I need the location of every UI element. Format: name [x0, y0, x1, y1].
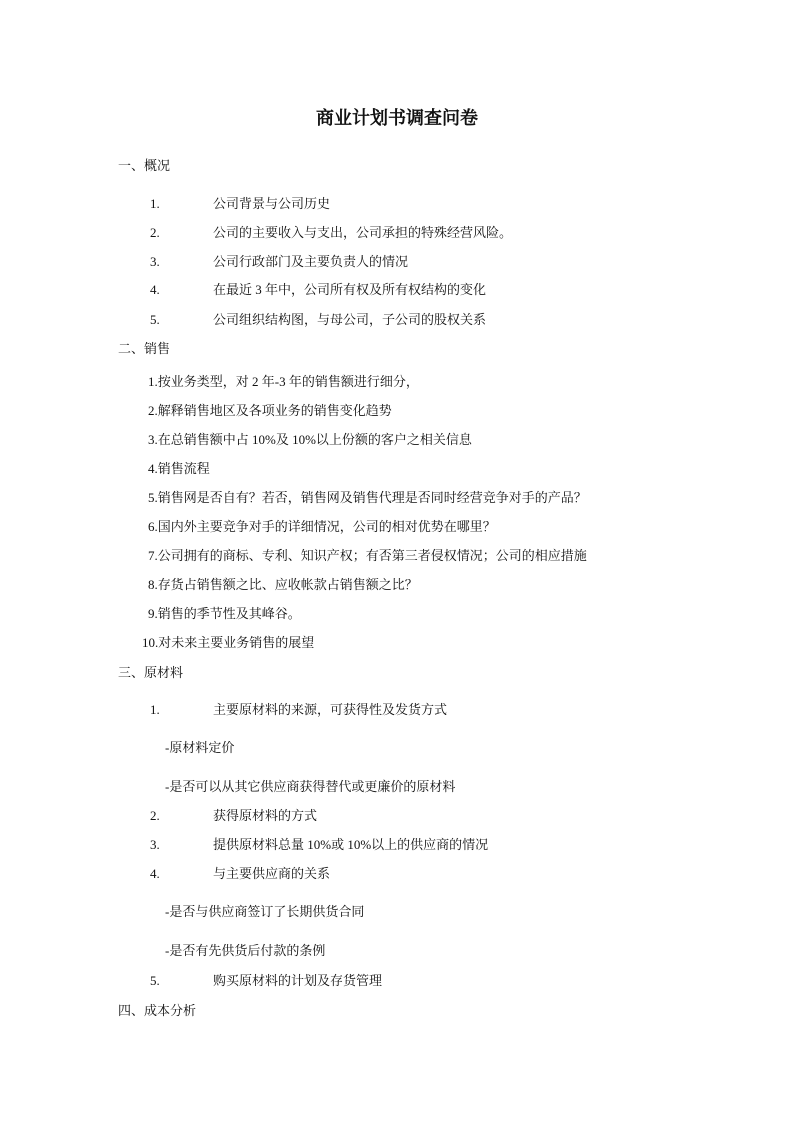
item-number: 4.	[150, 282, 160, 297]
item-text: 按业务类型，对 2 年-3 年的销售额进行细分，	[157, 374, 419, 389]
item-text: 购买原材料的计划及存货管理	[213, 973, 383, 988]
item-text: 国内外主要竞争对手的详细情况，公司的相对优势在哪里？	[157, 519, 496, 534]
item-number: 5.	[148, 490, 158, 505]
item-number: 3.	[150, 837, 160, 852]
item-number: 1.	[148, 374, 158, 389]
item-number: 10.	[142, 635, 159, 650]
section-heading: 四、成本分析	[118, 1003, 197, 1018]
item-text: 公司组织结构图，与母公司，子公司的股权关系	[213, 312, 487, 327]
item-number: 9.	[148, 606, 158, 621]
item-text: 存货占销售额之比、应收帐款占销售额之比？	[157, 577, 418, 592]
sub-item-text: -是否可以从其它供应商获得替代或更廉价的原材料	[165, 779, 456, 794]
item-number: 4.	[150, 866, 160, 881]
document-title: 商业计划书调查问卷	[316, 108, 478, 128]
item-number: 5.	[150, 973, 160, 988]
item-text: 与主要供应商的关系	[213, 866, 331, 881]
item-text: 公司背景与公司历史	[213, 196, 331, 211]
item-number: 2.	[148, 403, 158, 418]
item-text: 销售的季节性及其峰谷。	[157, 606, 301, 621]
item-number: 7.	[148, 548, 158, 563]
item-text: 获得原材料的方式	[213, 808, 318, 823]
item-number: 8.	[148, 577, 158, 592]
item-text: 销售流程	[157, 461, 210, 476]
sub-item-text: -原材料定价	[165, 740, 235, 755]
item-text: 提供原材料总量 10%或 10%以上的供应商的情况	[213, 837, 489, 852]
item-number: 6.	[148, 519, 158, 534]
item-text: 对未来主要业务销售的展望	[158, 635, 315, 650]
item-number: 2.	[150, 808, 160, 823]
item-text: 在最近 3 年中，公司所有权及所有权结构的变化	[213, 282, 487, 297]
item-text: 销售网是否自有？若否，销售网及销售代理是否同时经营竞争对手的产品？	[157, 490, 587, 505]
item-text: 解释销售地区及各项业务的销售变化趋势	[157, 403, 392, 418]
item-number: 1.	[150, 702, 160, 717]
sub-item-text: -是否有先供货后付款的条例	[165, 943, 326, 958]
item-text: 主要原材料的来源，可获得性及发货方式	[213, 702, 448, 717]
item-number: 3.	[148, 432, 158, 447]
section-heading: 一、概况	[118, 158, 171, 173]
section-heading: 二、销售	[118, 341, 171, 356]
item-number: 3.	[150, 254, 160, 269]
item-text: 公司拥有的商标、专利、知识产权；有否第三者侵权情况；公司的相应措施	[157, 548, 587, 563]
section-heading: 三、原材料	[118, 665, 184, 680]
item-number: 2.	[150, 225, 160, 240]
item-text: 在总销售额中占 10%及 10%以上份额的客户之相关信息	[157, 432, 472, 447]
item-number: 4.	[148, 461, 158, 476]
item-number: 5.	[150, 312, 160, 327]
item-text: 公司行政部门及主要负责人的情况	[213, 254, 409, 269]
item-number: 1.	[150, 196, 160, 211]
sub-item-text: -是否与供应商签订了长期供货合同	[165, 904, 365, 919]
item-text: 公司的主要收入与支出，公司承担的特殊经营风险。	[213, 225, 513, 240]
